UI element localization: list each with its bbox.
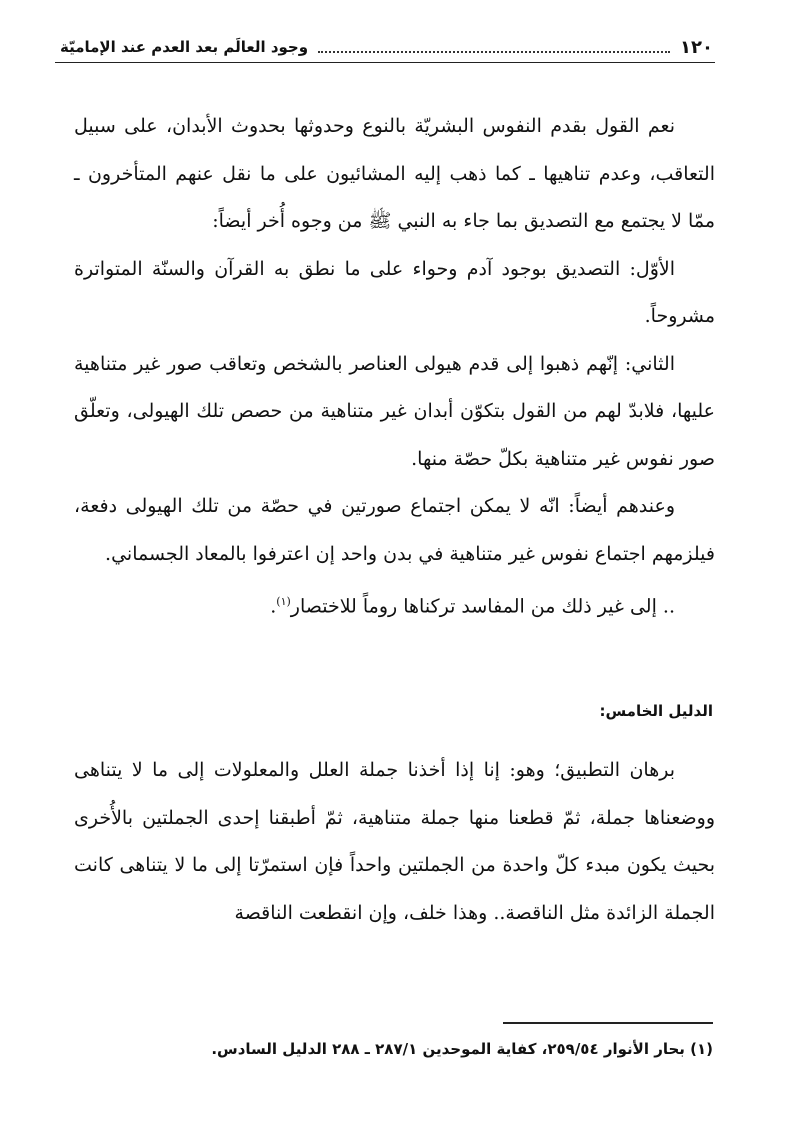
closing-end: . (270, 595, 277, 618)
footnote-reference[interactable]: (١) (276, 595, 291, 608)
header-dot-leader (318, 41, 670, 53)
paragraph: برهان التطبيق؛ وهو: إنا إذا أخذنا جملة العلل والمعلولات إلى ما لا يتناهى ووضعناها جملة، ثمّ قطعنا منها جملة متناهية، ثمّ أطبقنا إحدى الجملتين بالأُخرى بحيث يكون مبدء كلّ واحدة من الجملتين واحداً فإن استمرّتا إلى ما لا يتناهى كانت الجملة الزائدة مثل الناقصة.. وهذا خلف، وإن انقطعت الناقصة (74, 759, 715, 924)
main-text-top (74, 103, 715, 631)
paragraph: وعندهم أيضاً: انّه لا يمكن اجتماع صورتين في حصّة من تلك الهيولى دفعة، فيلزمهم اجتماع نفوس غير متناهية في بدن واحد إن اعترفوا بالمعاد الجسماني. (74, 495, 715, 565)
footnote-divider (503, 1022, 713, 1024)
page-number: ١٢٠ (680, 36, 713, 58)
closing-paragraph (74, 578, 715, 631)
header-divider (55, 62, 715, 63)
paragraph: نعم القول بقدم النفوس البشريّة بالنوع وحدوثها بحدوث الأبدان، على سبيل التعاقب، وعدم تناهيها ـ كما ذهب إليه المشائيون على ما نقل عنهم المتأخرون ـ ممّا لا يجتمع مع التصديق بما جاء به النبي ﷺ من وجوه أُخر أيضاً: (74, 115, 715, 232)
section-heading: الدليل الخامس: (599, 702, 713, 720)
paragraph: الأوّل: التصديق بوجود آدم وحواء على ما نطق به القرآن والسنّة المتواترة مشروحاً. (74, 257, 715, 327)
closing-line: .. إلى غير ذلك من المفاسد تركناها روماً للاختصار (290, 595, 675, 618)
paragraph: الثاني: إنّهم ذهبوا إلى قدم هيولى العناصر بالشخص وتعاقب صور غير متناهية عليها، فلابدّ لهم من القول بتكوّن أبدان غير متناهية من حصص تلك الهيولى، وتعلّق صور نفوس غير متناهية بكلّ حصّة منها. (74, 352, 715, 470)
footnote: (١) بحار الأنوار ٢٥٩/٥٤، كفاية الموحدين ٢٨٧/١ ـ ٢٨٨ الدليل السادس. (211, 1040, 713, 1058)
main-text-bottom (74, 747, 715, 937)
running-title: وجود العالَم بعد العدم عند الإماميّة (60, 38, 309, 56)
running-header (60, 34, 713, 60)
